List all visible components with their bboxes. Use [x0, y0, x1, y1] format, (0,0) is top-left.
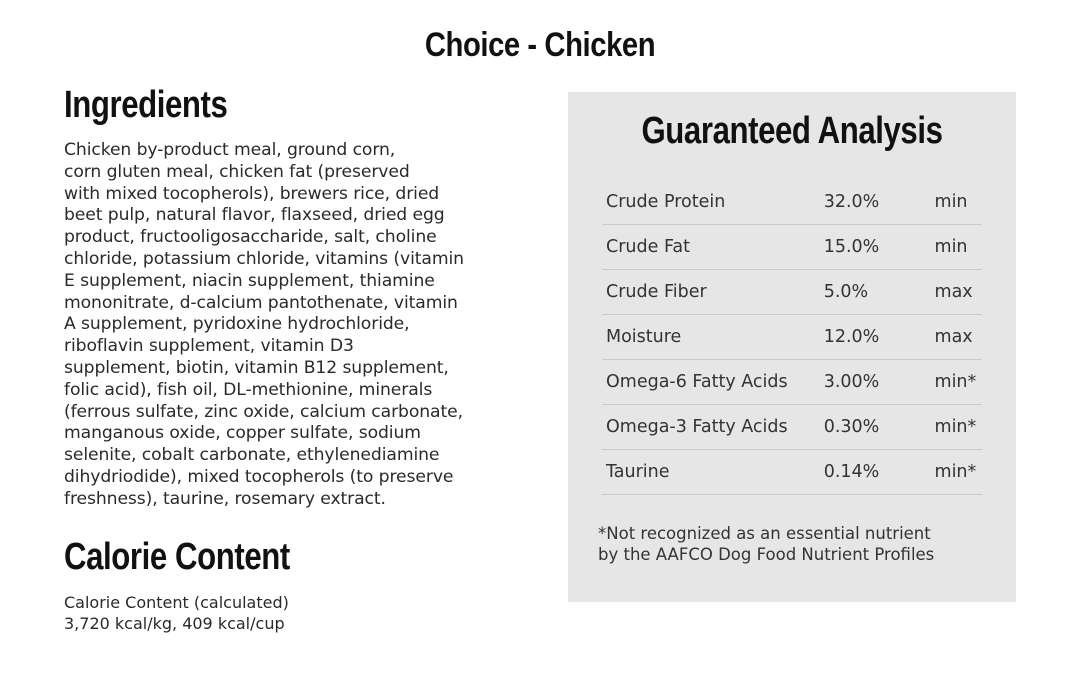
footnote-line: *Not recognized as an essential nutrient — [598, 524, 931, 543]
analysis-footnote — [598, 523, 1008, 565]
footnote-line: by the AAFCO Dog Food Nutrient Profiles — [598, 545, 935, 564]
nutrient-unit: min — [934, 237, 968, 257]
calorie-heading: Calorie Content — [64, 536, 290, 578]
ingredients-line: beet pulp, natural flavor, flaxseed, dried egg — [64, 205, 445, 226]
calorie-details — [64, 592, 289, 634]
nutrient-value: 32.0% — [823, 192, 880, 212]
ingredients-heading: Ingredients — [64, 84, 228, 126]
table-row — [602, 180, 982, 225]
nutrient-unit: min — [934, 192, 968, 212]
ingredients-line: manganous oxide, copper sulfate, sodium — [64, 423, 421, 444]
table-row — [602, 450, 982, 495]
nutrient-unit: min* — [934, 417, 977, 437]
ingredients-line: riboflavin supplement, vitamin D3 — [64, 336, 354, 357]
ingredients-line: freshness), taurine, rosemary extract. — [64, 488, 386, 509]
ingredients-line: dihydriodide), mixed tocopherols (to preserve — [64, 466, 454, 487]
ingredients-line: mononitrate, d-calcium pantothenate, vitamin — [64, 292, 458, 313]
analysis-heading: Guaranteed Analysis — [641, 110, 943, 152]
table-row — [602, 225, 982, 270]
ingredients-list — [64, 140, 524, 511]
table-row — [602, 405, 982, 450]
ingredients-line: Chicken by-product meal, ground corn, — [64, 140, 396, 160]
ingredients-line: chloride, potassium chloride, vitamins (vitamin — [64, 248, 464, 269]
calorie-value: 3,720 kcal/kg, 409 kcal/cup — [64, 614, 285, 633]
ingredients-line: folic acid), fish oil, DL-methionine, minerals — [64, 379, 433, 400]
nutrient-value: 5.0% — [823, 282, 869, 302]
nutrient-value: 0.14% — [823, 462, 880, 482]
nutrient-name: Taurine — [606, 462, 670, 482]
nutrient-value: 12.0% — [823, 327, 880, 347]
calorie-label: Calorie Content (calculated) — [64, 593, 289, 612]
ingredients-line: corn gluten meal, chicken fat (preserved — [64, 161, 410, 182]
ingredients-line: (ferrous sulfate, zinc oxide, calcium carbonate, — [64, 401, 463, 422]
nutrient-value: 15.0% — [823, 237, 880, 257]
page-title: Choice - Chicken — [424, 26, 656, 64]
table-row — [602, 360, 982, 405]
ingredients-line: selenite, cobalt carbonate, ethylenediamine — [64, 445, 440, 466]
ingredients-line: supplement, biotin, vitamin B12 supplement, — [64, 357, 449, 378]
nutrient-unit: min* — [934, 462, 977, 482]
nutrient-name: Omega-6 Fatty Acids — [606, 372, 788, 392]
nutrient-value: 0.30% — [823, 417, 880, 437]
ingredients-line: with mixed tocopherols), brewers rice, dried — [64, 183, 440, 204]
nutrient-unit: min* — [934, 372, 977, 392]
nutrient-unit: max — [934, 282, 973, 302]
nutrient-name: Crude Fiber — [606, 282, 707, 302]
nutrient-name: Moisture — [606, 327, 682, 347]
analysis-table — [602, 180, 982, 495]
nutrient-unit: max — [934, 327, 973, 347]
nutrient-name: Crude Fat — [606, 237, 690, 257]
table-row — [602, 270, 982, 315]
table-row — [602, 315, 982, 360]
nutrient-value: 3.00% — [823, 372, 880, 392]
nutrient-name: Omega-3 Fatty Acids — [606, 417, 788, 437]
ingredients-line: E supplement, niacin supplement, thiamine — [64, 270, 435, 291]
nutrient-name: Crude Protein — [606, 192, 726, 212]
ingredients-line: A supplement, pyridoxine hydrochloride, — [64, 314, 410, 335]
ingredients-line: product, fructooligosaccharide, salt, choline — [64, 227, 437, 248]
